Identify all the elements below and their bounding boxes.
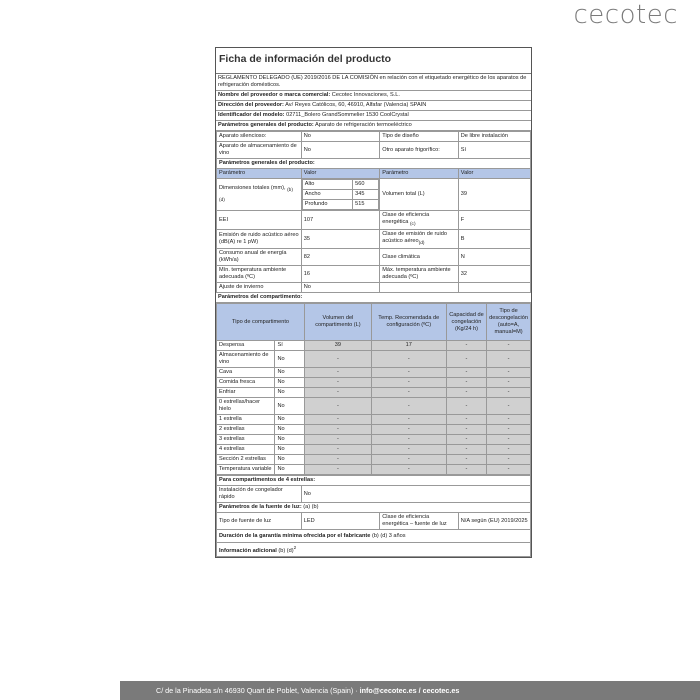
compartment-table <box>216 303 531 475</box>
warranty-label: Duración de la garantía mínima ofrecida por el fabricante <box>219 532 371 539</box>
compartment-name: 4 estrellas <box>217 445 275 455</box>
comp-header-vol: Volumen del compartimento (L) <box>305 304 372 341</box>
winter-label: Ajuste de invierno <box>217 283 302 293</box>
silent-value: No <box>301 132 380 142</box>
compartment-temp: - <box>371 465 446 475</box>
other-value: Sí <box>458 142 530 159</box>
compartment-volume: - <box>305 388 372 398</box>
general-value: Aparato de refrigeración termoeléctrico <box>315 122 412 128</box>
compartment-row <box>217 425 531 435</box>
compartment-volume: - <box>305 445 372 455</box>
light-eff-value: N/A según (EU) 2019/2025 <box>458 513 530 530</box>
profundo-value: 515 <box>353 200 379 210</box>
product-info-sheet <box>215 47 532 558</box>
eff-note: (c) <box>409 222 416 228</box>
compartment-defrost: - <box>487 398 531 415</box>
compartment-volume: - <box>305 425 372 435</box>
cons-value: 82 <box>301 249 380 266</box>
light-type-value: LED <box>301 513 380 530</box>
compartment-row <box>217 445 531 455</box>
eff-label <box>380 211 459 230</box>
address-value: Av/ Reyes Católicos, 60, 46910, Alfafar (Valencia) SPAIN <box>285 102 427 108</box>
silent-label: Aparato silencioso: <box>217 132 302 142</box>
wine-label: Aparato de almacenamiento de vino <box>217 142 302 159</box>
additional-row <box>217 543 531 557</box>
profundo-label: Profundo <box>302 200 352 210</box>
general2-label: Parámetros generales del producto: <box>217 159 531 169</box>
warranty-value: 3 años <box>388 532 406 539</box>
compartment-row <box>217 368 531 378</box>
compartment-temp: - <box>371 425 446 435</box>
compartment-temp: - <box>371 415 446 425</box>
tmax-label: Máx. temperatura ambiente adecuada (ºC) <box>380 266 459 283</box>
compartment-capacity: - <box>446 465 486 475</box>
light-eff-label: Clase de eficiencia energética – fuente de luz <box>380 513 459 530</box>
compartment-present: No <box>275 378 305 388</box>
compartment-temp: - <box>371 368 446 378</box>
compartment-present: No <box>275 351 305 368</box>
compartment-row <box>217 398 531 415</box>
light-label: Parámetros de la fuente de luz: <box>219 504 302 511</box>
brand-logo: cecotec <box>573 0 678 30</box>
cons-label: Consumo anual de energía (kWh/a) <box>217 249 302 266</box>
compartment-name: 3 estrellas <box>217 435 275 445</box>
compartment-present: No <box>275 445 305 455</box>
fast-freeze-label: Instalación de congelador rápido <box>217 486 302 503</box>
compartment-defrost: - <box>487 351 531 368</box>
tmin-label: Mín. temperatura ambiente adecuada (ºC) <box>217 266 302 283</box>
compartment-volume: - <box>305 455 372 465</box>
tmin-value: 16 <box>301 266 380 283</box>
dims-label-text: Dimensiones totales (mm) <box>219 185 284 192</box>
compartment-present: No <box>275 415 305 425</box>
model-row <box>216 111 531 121</box>
dims-note: (b) (d) <box>219 188 293 203</box>
value-header: Valor <box>301 169 380 179</box>
compartment-volume: - <box>305 398 372 415</box>
compartment-temp: - <box>371 455 446 465</box>
compartment-volume: - <box>305 465 372 475</box>
compartment-params-label: Parámetros del compartimento: <box>216 293 531 303</box>
footer-bar <box>120 681 700 700</box>
compartment-row <box>217 341 531 351</box>
noise-class-value: B <box>458 230 530 249</box>
general-row <box>216 121 531 131</box>
compartment-defrost: - <box>487 425 531 435</box>
param-header-2: Parámetro <box>380 169 459 179</box>
tmax-value: 32 <box>458 266 530 283</box>
compartment-defrost: - <box>487 465 531 475</box>
compartment-present: No <box>275 398 305 415</box>
compartment-volume: - <box>305 415 372 425</box>
light-type-label: Tipo de fuente de luz <box>217 513 302 530</box>
additional-sup: 2 <box>293 545 297 551</box>
dims-values <box>301 179 380 211</box>
compartment-capacity: - <box>446 455 486 465</box>
param-header: Parámetro <box>217 169 302 179</box>
compartment-capacity: - <box>446 425 486 435</box>
compartment-temp: - <box>371 388 446 398</box>
compartment-present: No <box>275 465 305 475</box>
comp-header-cap: Capacidad de congelación (Kg/24 h) <box>446 304 486 341</box>
alto-value: 560 <box>353 180 379 190</box>
eei-value: 107 <box>301 211 380 230</box>
regulation-text: REGLAMENTO DELEGADO (UE) 2019/2016 DE LA COMISIÓN en relación con el etiquetado energético de los aparatos de refrigeración domésticos. <box>216 74 531 91</box>
compartment-name: Cava <box>217 368 275 378</box>
vol-value: 39 <box>458 179 530 211</box>
light-note: (a) (b) <box>303 504 319 511</box>
compartment-rows <box>217 341 531 475</box>
eei-label: EEI <box>217 211 302 230</box>
compartment-temp: - <box>371 435 446 445</box>
noise-class-label <box>380 230 459 249</box>
compartment-defrost: - <box>487 368 531 378</box>
general-label: Parámetros generales del producto: <box>218 122 314 128</box>
compartment-name: 1 estrella <box>217 415 275 425</box>
compartment-present: No <box>275 368 305 378</box>
additional-label: Información adicional <box>219 548 277 555</box>
compartment-defrost: - <box>487 435 531 445</box>
compartment-capacity: - <box>446 435 486 445</box>
footer-sep-1: · <box>355 686 358 695</box>
compartment-defrost: - <box>487 378 531 388</box>
compartment-capacity: - <box>446 388 486 398</box>
comp-header-type: Tipo de compartimento <box>217 304 305 341</box>
four-star-label: Para compartimentos de 4 estrellas: <box>217 476 531 486</box>
comp-header-defrost: Tipo de descongelación (auto=A, manual=M) <box>487 304 531 341</box>
compartment-present: No <box>275 388 305 398</box>
compartment-name: 0 estrellas/hacer hielo <box>217 398 275 415</box>
compartment-name: Temperatura variable <box>217 465 275 475</box>
value-header-2: Valor <box>458 169 530 179</box>
address-row <box>216 101 531 111</box>
compartment-temp: - <box>371 378 446 388</box>
compartment-temp: - <box>371 398 446 415</box>
noise-label: Emisión de ruido acústico aéreo (dB(A) re 1 pW) <box>217 230 302 249</box>
compartment-volume: - <box>305 378 372 388</box>
compartment-capacity: - <box>446 351 486 368</box>
wine-value: No <box>301 142 380 159</box>
compartment-defrost: - <box>487 455 531 465</box>
compartment-volume: - <box>305 435 372 445</box>
compartment-row <box>217 388 531 398</box>
compartment-capacity: - <box>446 341 486 351</box>
noise-class-note: (d) <box>418 241 425 247</box>
footer-site[interactable]: cecotec.es <box>422 686 460 695</box>
noise-value: 35 <box>301 230 380 249</box>
compartment-temp: 17 <box>371 341 446 351</box>
compartment-name: 2 estrellas <box>217 425 275 435</box>
compartment-volume: 39 <box>305 341 372 351</box>
vol-label: Volumen total (L) <box>380 179 459 211</box>
supplier-row <box>216 91 531 101</box>
other-label: Otro aparato frigorífico: <box>380 142 459 159</box>
general-params-table <box>216 131 531 293</box>
footer-email[interactable]: info@cecotec.es <box>359 686 417 695</box>
compartment-defrost: - <box>487 341 531 351</box>
eff-value: F <box>458 211 530 230</box>
compartment-capacity: - <box>446 398 486 415</box>
model-label: Identificador del modelo: <box>218 112 285 118</box>
winter-value: No <box>301 283 380 293</box>
climate-value: N <box>458 249 530 266</box>
address-label: Dirección del proveedor: <box>218 102 284 108</box>
warranty-note: (b) (d) <box>371 532 388 539</box>
compartment-temp: - <box>371 351 446 368</box>
compartment-row <box>217 351 531 368</box>
alto-label: Alto <box>302 180 352 190</box>
compartment-capacity: - <box>446 415 486 425</box>
compartment-name: Despensa <box>217 341 275 351</box>
noise-class-text: Clase de emisión de ruido acústico aéreo <box>382 231 447 245</box>
eff-label-text: Clase de eficiencia energética <box>382 212 430 225</box>
compartment-present: No <box>275 435 305 445</box>
ancho-value: 345 <box>353 190 379 200</box>
compartment-capacity: - <box>446 378 486 388</box>
compartment-temp: - <box>371 445 446 455</box>
compartment-present: No <box>275 455 305 465</box>
compartment-row <box>217 435 531 445</box>
model-value: 02711_Bolero GrandSommelier 1530 CoolCrystal <box>286 112 409 118</box>
compartment-row <box>217 415 531 425</box>
compartment-volume: - <box>305 368 372 378</box>
warranty-row <box>217 530 531 543</box>
compartment-row <box>217 378 531 388</box>
compartment-row <box>217 455 531 465</box>
compartment-present: No <box>275 425 305 435</box>
extra-table <box>216 475 531 557</box>
ancho-label: Ancho <box>302 190 352 200</box>
footer-sep-2: / <box>418 686 421 695</box>
sheet-title: Ficha de información del producto <box>216 48 531 74</box>
compartment-name: Sección 2 estrellas <box>217 455 275 465</box>
compartment-name: Almacenamiento de vino <box>217 351 275 368</box>
compartment-defrost: - <box>487 445 531 455</box>
additional-note: (b) (d) <box>278 548 294 555</box>
compartment-capacity: - <box>446 445 486 455</box>
compartment-capacity: - <box>446 368 486 378</box>
compartment-present: Sí <box>275 341 305 351</box>
comp-header-temp: Temp. Recomendada de configuración (ºC) <box>371 304 446 341</box>
light-params-row <box>217 503 531 513</box>
dims-label: Dimensiones totales (mm), $_{(b) (d)}$ <box>217 179 302 211</box>
compartment-name: Enfriar <box>217 388 275 398</box>
compartment-defrost: - <box>487 415 531 425</box>
fast-freeze-value: No <box>301 486 530 503</box>
design-value: De libre instalación <box>458 132 530 142</box>
compartment-defrost: - <box>487 388 531 398</box>
supplier-value: Cecotec Innovaciones, S.L. <box>331 92 400 98</box>
design-label: Tipo de diseño <box>380 132 459 142</box>
compartment-volume: - <box>305 351 372 368</box>
supplier-label: Nombre del proveedor o marca comercial: <box>218 92 331 98</box>
compartment-row <box>217 465 531 475</box>
compartment-name: Comida fresca <box>217 378 275 388</box>
climate-label: Clase climática <box>380 249 459 266</box>
footer-address: C/ de la Pinadeta s/n 46930 Quart de Poblet, Valencia (Spain) <box>156 686 354 695</box>
